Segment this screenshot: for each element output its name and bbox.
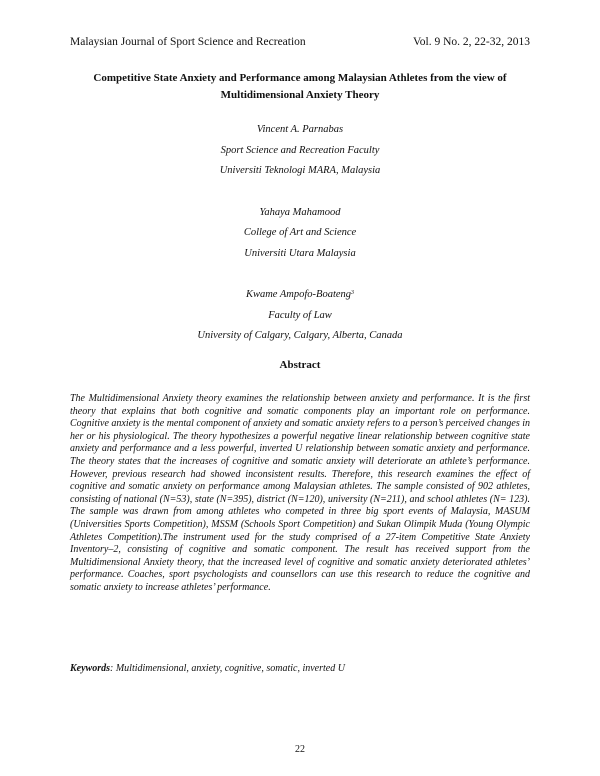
- volume-info: Vol. 9 No. 2, 22-32, 2013: [412, 36, 530, 48]
- author-list: [70, 120, 530, 368]
- journal-name: Malaysian Journal of Sport Science and Recreation: [70, 36, 306, 48]
- title-line-1: Competitive State Anxiety and Performance among Malaysian Athletes from the view of: [93, 72, 507, 84]
- author-affiliation-mark: 3: [351, 290, 355, 296]
- author-department: Faculty of Law: [268, 309, 332, 321]
- author-name-line: [70, 285, 530, 306]
- paper-title: [70, 70, 530, 104]
- title-line-2: Multidimensional Anxiety Theory: [220, 89, 380, 101]
- author-name: Vincent A. Parnabas: [256, 124, 344, 135]
- author-block-2: [70, 203, 530, 265]
- abstract-text: The Multidimensional Anxiety theory examines the relationship between anxiety and performance. It is the first theory that explains that both cognitive and somatic components play an important role on performance. Cognitive anxiety is the mental component of anxiety and somatic anxiety refers to a person’s perceived changes in her or his physiological. The theory hypothesizes a powerful negative linear relationship between cognitive state anxiety and performance and a less powerful, inverted U relationship between somatic anxiety and performance. The theory states that the increases of cognitive and somatic anxiety will deteriorate an athlete’s performance. However, previous research had showed inconsistent results. Therefore, this research examines the effect of cognitive and somatic anxiety on performance among Malaysian athletes. The sample consisted of 902 athletes, consisting of national (N=53), state (N=395), district (N=120), university (N=211), and school athletes (N= 123). The sample was drawn from among athletes who competed in three big sport events of Malaysia, MASUM (Universities Sports Competition), MSSM (Schools Sport Competition) and Sukan Olimpik Muda (Young Olympic Athletes Competition).The instrument used for the study comprised of a 27-item Competitive State Anxiety Inventory–2, consisting of cognitive and somatic component. The result has received support from the Multidimensional Anxiety theory, that the increased level of cognitive and somatic anxiety deteriorated athletes’ performance. Coaches, sport psychologists and counsellors can use this research to reduce the cognitive and somatic anxiety to increase athletes’ performance.: [70, 393, 530, 593]
- author-block-3: [70, 285, 530, 347]
- running-header: [70, 36, 530, 48]
- author-institution: Universiti Utara Malaysia: [244, 247, 356, 259]
- keywords-list: : Multidimensional, anxiety, cognitive, somatic, inverted U: [110, 663, 345, 674]
- author-name: Yahaya Mahamood: [259, 206, 341, 218]
- author-name: Kwame Ampofo-Boateng: [245, 289, 352, 300]
- author-department: College of Art and Science: [243, 227, 357, 238]
- page-number: 22: [295, 744, 305, 755]
- author-institution: Universiti Teknologi MARA, Malaysia: [219, 165, 381, 176]
- author-block-1: [70, 120, 530, 182]
- author-institution: University of Calgary, Calgary, Alberta, Canada: [197, 330, 403, 341]
- keywords-label: Keywords: [70, 663, 110, 674]
- keywords: [70, 663, 530, 674]
- abstract-heading: Abstract: [279, 359, 321, 371]
- author-department: Sport Science and Recreation Faculty: [220, 144, 380, 156]
